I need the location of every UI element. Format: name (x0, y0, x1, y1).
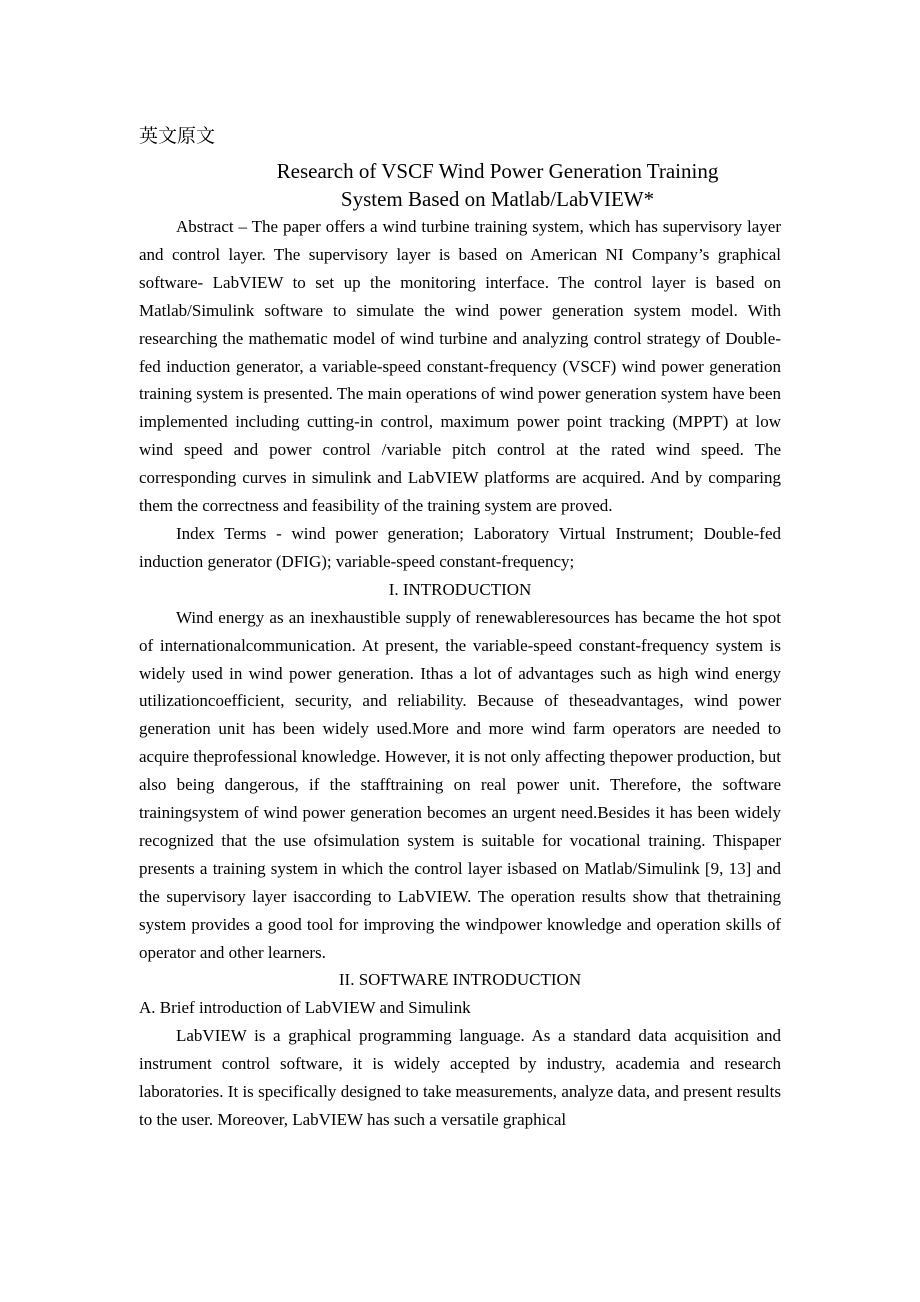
document-body (139, 121, 781, 1134)
paper-title-line1: Research of VSCF Wind Power Generation Training (276, 159, 719, 183)
abstract-paragraph: Abstract – The paper offers a wind turbine training system, which has supervisory layer and control layer. The supervisory layer is based on American NI Company’s graphical software- LabVIEW to set up the monitoring interface. The control layer is based on Matlab/Simulink software to simulate the wind power generation system model. With researching the mathematic model of wind turbine and analyzing control strategy of Double-fed induction generator, a variable-speed constant-frequency (VSCF) wind power generation training system is presented. The main operations of wind power generation system have been implemented including cutting-in control, maximum power point tracking (MPPT) at low wind speed and power control /variable pitch control at the rated wind speed. The corresponding curves in simulink and LabVIEW platforms are acquired. And by comparing them the correctness and feasibility of the training system are proved. (139, 217, 781, 516)
paper-title-line2: System Based on Matlab/LabVIEW* (340, 187, 655, 211)
index-terms-paragraph: Index Terms - wind power generation; Laboratory Virtual Instrument; Double-fed induction generator (DFIG); variable-speed constant-frequency; (139, 523, 781, 571)
section-software-heading: II. SOFTWARE INTRODUCTION (338, 970, 582, 990)
subsection-a-heading: A. Brief introduction of LabVIEW and Simulink (139, 998, 471, 1018)
introduction-paragraph: Wind energy as an inexhaustible supply of renewableresources has became the hot spot of internationalcommunication. At present, the variable-speed constant-frequency system is widely used in wind power generation. Ithas a lot of advantages such as high wind energy utilizationcoefficient, security, and reliability. Because of theseadvantages, wind power generation unit has been widely used.More and more wind farm operators are needed to acquire theprofessional knowledge. However, it is not only affecting thepower production, but also being dangerous, if the stafftraining on real power unit. Therefore, the software trainingsystem of wind power generation becomes an urgent need.Besides it has been widely recognized that the use ofsimulation system is suitable for vocational training. Thispaper presents a training system in which the control layer isbased on Matlab/Simulink [9, 13] and the supervisory layer isaccording to LabVIEW. The operation results show that thetraining system provides a good tool for improving the windpower knowledge and operation skills of operator and other learners. (139, 607, 781, 962)
labview-paragraph: LabVIEW is a graphical programming language. As a standard data acquisition and instrument control software, it is widely accepted by industry, academia and research laboratories. It is specifically designed to take measurements, analyze data, and present results to the user. Moreover, LabVIEW has such a versatile graphical (139, 1026, 781, 1129)
section-introduction-heading: I. INTRODUCTION (388, 579, 532, 599)
chinese-heading: 英文原文 (139, 125, 216, 147)
